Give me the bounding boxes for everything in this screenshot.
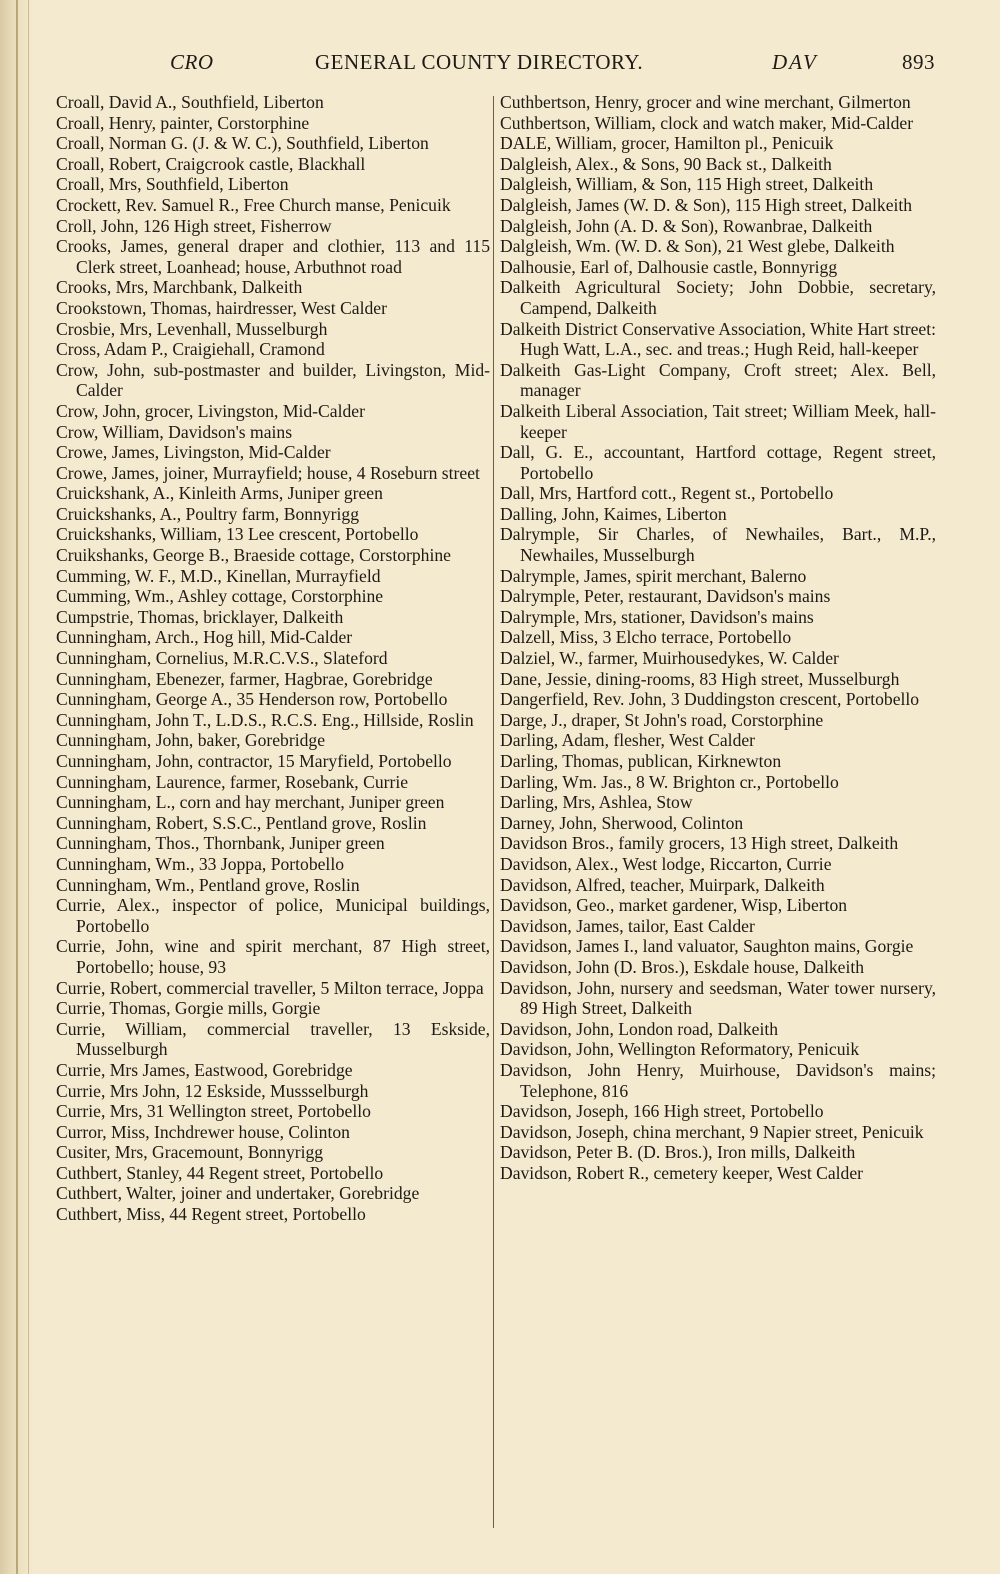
directory-entry: Dalzell, Miss, 3 Elcho terrace, Portobello <box>500 627 792 648</box>
directory-entry: Davidson, James I., land valuator, Saughton mains, Gorgie <box>500 936 914 957</box>
directory-entry: Davidson, John, Wellington Reformatory, Penicuik <box>500 1039 860 1060</box>
directory-entry: Cuthbert, Walter, joiner and undertaker, Gorebridge <box>56 1183 420 1204</box>
directory-entry: Dane, Jessie, dining-rooms, 83 High street, Musselburgh <box>500 668 900 689</box>
directory-entry: Cunningham, Thos., Thornbank, Juniper green <box>56 833 385 854</box>
directory-entry: Dalhousie, Earl of, Dalhousie castle, Bonnyrigg <box>500 256 838 277</box>
directory-entry: Cumming, W. F., M.D., Kinellan, Murrayfield <box>56 565 381 586</box>
page-number: 893 <box>902 50 935 74</box>
directory-entry: Dangerfield, Rev. John, 3 Duddingston crescent, Portobello <box>500 689 920 710</box>
directory-entry: Curror, Miss, Inchdrewer house, Colinton <box>56 1121 350 1142</box>
directory-entry: Darling, Mrs, Ashlea, Stow <box>500 792 693 813</box>
directory-entry: Dalgleish, Alex., & Sons, 90 Back st., Dalkeith <box>500 153 832 174</box>
page-header <box>160 50 940 80</box>
directory-entry: Dalgleish, James (W. D. & Son), 115 High street, Dalkeith <box>500 194 913 215</box>
directory-entry: Cruickshank, A., Kinleith Arms, Juniper green <box>56 483 383 504</box>
directory-entry: Cruickshanks, William, 13 Lee crescent, Portobello <box>56 524 419 545</box>
directory-entry: Croll, John, 126 High street, Fisherrow <box>56 215 332 236</box>
directory-entry: Dalling, John, Kaimes, Liberton <box>500 503 727 524</box>
directory-entry: Cross, Adam P., Craigiehall, Cramond <box>56 339 325 360</box>
directory-entry: Currie, John, wine and spirit merchant, 87 High street, Portobello; house, 93 <box>56 936 490 977</box>
directory-entry: Dall, Mrs, Hartford cott., Regent st., Portobello <box>500 483 834 504</box>
directory-entry: DALE, William, grocer, Hamilton pl., Penicuik <box>500 133 834 154</box>
directory-entry: Currie, Mrs James, Eastwood, Gorebridge <box>56 1059 353 1080</box>
directory-entry: Croall, Robert, Craigcrook castle, Blackhall <box>56 153 366 174</box>
directory-entry: Dalkeith Agricultural Society; John Dobbie, secretary, Campend, Dalkeith <box>500 277 936 318</box>
directory-entry: Dalgleish, William, & Son, 115 High street, Dalkeith <box>500 174 874 195</box>
directory-entry: Croall, David A., Southfield, Liberton <box>56 92 324 112</box>
directory-entry: Currie, Robert, commercial traveller, 5 Milton terrace, Joppa <box>56 977 484 998</box>
directory-entry: Davidson, Alex., West lodge, Riccarton, Currie <box>500 853 832 874</box>
directory-entry: Davidson Bros., family grocers, 13 High street, Dalkeith <box>500 833 899 854</box>
directory-entry: Croall, Mrs, Southfield, Liberton <box>56 174 289 195</box>
directory-entry: Crosbie, Mrs, Levenhall, Musselburgh <box>56 318 328 339</box>
right-column <box>500 92 936 1183</box>
directory-entry: Crow, William, Davidson's mains <box>56 421 293 442</box>
directory-entry: Dalkeith District Conservative Association, White Hart street: Hugh Watt, L.A., sec. and treas.; Hugh Reid, hall-keeper <box>500 318 936 360</box>
directory-entry: Cunningham, Cornelius, M.R.C.V.S., Slateford <box>56 648 388 669</box>
directory-entry: Currie, Mrs, 31 Wellington street, Portobello <box>56 1101 371 1122</box>
directory-entry: Davidson, James, tailor, East Calder <box>500 915 755 936</box>
directory-entry: Cruickshanks, A., Poultry farm, Bonnyrigg <box>56 503 359 524</box>
directory-entry: Cumpstrie, Thomas, bricklayer, Dalkeith <box>56 606 344 627</box>
directory-entry: Dall, G. E., accountant, Hartford cottage, Regent street, Portobello <box>500 442 936 483</box>
directory-entry: Crow, John, sub-postmaster and builder, Livingston, Mid-Calder <box>56 359 490 401</box>
directory-entry: Cuthbertson, William, clock and watch maker, Mid-Calder <box>500 112 914 133</box>
directory-entry: Davidson, John (D. Bros.), Eskdale house, Dalkeith <box>500 956 865 977</box>
directory-entry: Darling, Wm. Jas., 8 W. Brighton cr., Portobello <box>500 771 839 792</box>
gutter-edge-inner <box>28 0 29 1574</box>
directory-entry: Davidson, Joseph, china merchant, 9 Napier street, Penicuik <box>500 1121 924 1142</box>
left-column <box>56 92 490 1225</box>
directory-entry: Crockett, Rev. Samuel R., Free Church manse, Penicuik <box>56 194 451 215</box>
header-left-guide: CRO <box>170 50 214 74</box>
directory-entry: Crooks, Mrs, Marchbank, Dalkeith <box>56 277 303 298</box>
directory-entry: Dalziel, W., farmer, Muirhousedykes, W. Calder <box>500 648 839 669</box>
directory-entry: Cunningham, Laurence, farmer, Rosebank, Currie <box>56 771 409 792</box>
directory-entry: Dalkeith Gas-Light Company, Croft street; Alex. Bell, manager <box>500 359 936 401</box>
directory-entry: Cunningham, John, contractor, 15 Maryfield, Portobello <box>56 751 452 771</box>
directory-entry: Darling, Adam, flesher, West Calder <box>500 730 756 751</box>
directory-entry: Cusiter, Mrs, Gracemount, Bonnyrigg <box>56 1142 324 1163</box>
directory-entry: Crowe, James, Livingston, Mid-Calder <box>56 442 331 463</box>
gutter-edge <box>16 0 18 1574</box>
directory-entry: Cuthbert, Miss, 44 Regent street, Portobello <box>56 1204 366 1225</box>
directory-entry: Davidson, Geo., market gardener, Wisp, Liberton <box>500 895 848 916</box>
directory-entry: Dalkeith Liberal Association, Tait street; William Meek, hall-keeper <box>500 400 936 442</box>
header-right-guide: DAV <box>772 50 818 74</box>
directory-entry: Cunningham, Wm., Pentland grove, Roslin <box>56 874 360 895</box>
directory-entry: Cumming, Wm., Ashley cottage, Corstorphine <box>56 586 384 607</box>
directory-entry: Dalrymple, James, spirit merchant, Balerno <box>500 565 807 586</box>
directory-entry: Davidson, Peter B. (D. Bros.), Iron mills, Dalkeith <box>500 1142 856 1163</box>
directory-entry: Cunningham, Robert, S.S.C., Pentland grove, Roslin <box>56 812 427 833</box>
directory-entry: Dalrymple, Sir Charles, of Newhailes, Bart., M.P., Newhailes, Musselburgh <box>500 524 936 566</box>
directory-entry: Dalgleish, Wm. (W. D. & Son), 21 West glebe, Dalkeith <box>500 236 895 257</box>
directory-entry: Darling, Thomas, publican, Kirknewton <box>500 751 782 771</box>
directory-entry: Croall, Norman G. (J. & W. C.), Southfield, Liberton <box>56 133 429 154</box>
directory-entry: Cunningham, George A., 35 Henderson row, Portobello <box>56 689 448 710</box>
directory-entry: Dalgleish, John (A. D. & Son), Rowanbrae, Dalkeith <box>500 215 873 236</box>
directory-entry: Cruikshanks, George B., Braeside cottage, Corstorphine <box>56 545 451 566</box>
column-rule <box>493 96 494 1528</box>
directory-entry: Currie, Alex., inspector of police, Municipal buildings, Portobello <box>56 895 490 936</box>
directory-entry: Davidson, John, nursery and seedsman, Water tower nursery, 89 High Street, Dalkeith <box>500 977 936 1019</box>
directory-entry: Davidson, Robert R., cemetery keeper, West Calder <box>500 1162 863 1183</box>
directory-entry: Croall, Henry, painter, Corstorphine <box>56 112 310 133</box>
directory-entry: Cunningham, John, baker, Gorebridge <box>56 730 326 751</box>
directory-entry: Crookstown, Thomas, hairdresser, West Calder <box>56 297 387 318</box>
directory-entry: Cuthbertson, Henry, grocer and wine merchant, Gilmerton <box>500 92 911 112</box>
directory-entry: Davidson, Joseph, 166 High street, Portobello <box>500 1101 824 1122</box>
directory-entry: Darney, John, Sherwood, Colinton <box>500 812 744 833</box>
directory-entry: Dalrymple, Mrs, stationer, Davidson's mains <box>500 606 814 627</box>
directory-entry: Currie, Thomas, Gorgie mills, Gorgie <box>56 998 321 1019</box>
directory-entry: Dalrymple, Peter, restaurant, Davidson's mains <box>500 586 831 607</box>
directory-entry: Cunningham, Ebenezer, farmer, Hagbrae, Gorebridge <box>56 668 433 689</box>
directory-entry: Cunningham, Wm., 33 Joppa, Portobello <box>56 853 345 874</box>
directory-entry: Cunningham, John T., L.D.S., R.C.S. Eng., Hillside, Roslin <box>56 709 474 730</box>
directory-entry: Cunningham, L., corn and hay merchant, Juniper green <box>56 792 445 813</box>
directory-entry: Crooks, James, general draper and clothier, 113 and 115 Clerk street, Loanhead; house, Arbuthnot road <box>56 236 490 277</box>
directory-entry: Cuthbert, Stanley, 44 Regent street, Portobello <box>56 1162 384 1183</box>
directory-entry: Crowe, James, joiner, Murrayfield; house, 4 Roseburn street <box>56 462 480 483</box>
directory-entry: Cunningham, Arch., Hog hill, Mid-Calder <box>56 627 353 648</box>
directory-entry: Crow, John, grocer, Livingston, Mid-Calder <box>56 400 365 421</box>
directory-entry: Davidson, Alfred, teacher, Muirpark, Dalkeith <box>500 874 825 895</box>
directory-entry: Davidson, John Henry, Muirhouse, Davidson's mains; Telephone, 816 <box>500 1059 936 1101</box>
running-title: GENERAL COUNTY DIRECTORY. <box>315 50 644 74</box>
directory-entry: Currie, William, commercial traveller, 13 Eskside, Musselburgh <box>56 1018 490 1060</box>
directory-entry: Davidson, John, London road, Dalkeith <box>500 1018 779 1039</box>
directory-entry: Currie, Mrs John, 12 Eskside, Mussselburgh <box>56 1080 369 1101</box>
directory-entry: Darge, J., draper, St John's road, Corstorphine <box>500 709 824 730</box>
